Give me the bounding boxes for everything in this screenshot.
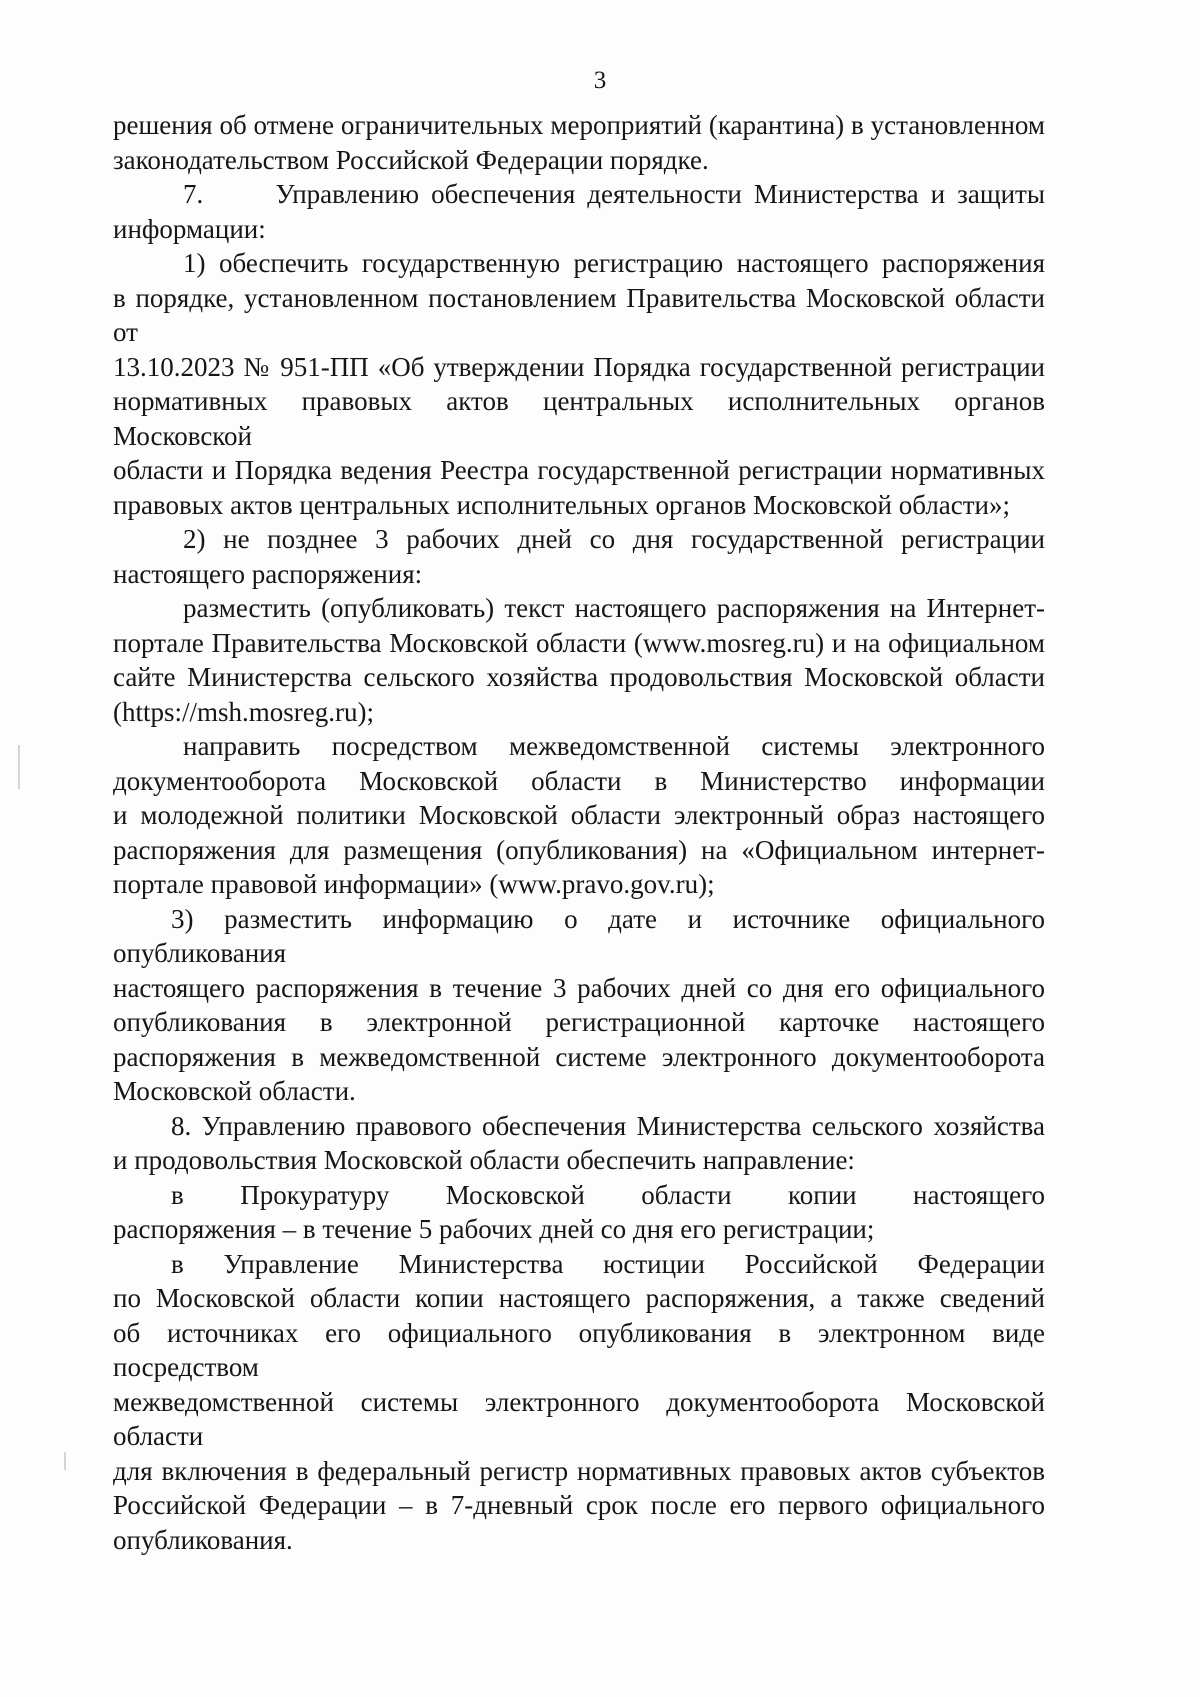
page-number: 3 (593, 67, 607, 94)
text-line: по Московской области копии настоящего распоряжения, а также сведений (113, 1283, 1045, 1313)
text-line: опубликования. (113, 1524, 293, 1555)
text-line: распоряжения для размещения (опубликования) на «Официальном интернет- (113, 834, 1045, 865)
paragraph-item-8 (113, 1109, 1045, 1178)
text-line: области и Порядка ведения Реестра государственной регистрации нормативных (113, 455, 1045, 485)
text-line: настоящего распоряжения в течение 3 рабочих дней со дня его официального (113, 972, 1045, 1003)
text-line: законодательством Российской Федерации порядке. (113, 144, 709, 175)
paragraph-item-7-tail (113, 212, 1045, 247)
paragraph-item-7-1 (113, 246, 1045, 522)
paragraph-continuation (113, 108, 1045, 177)
text-line: 1) обеспечить государственную регистрацию настоящего распоряжения (183, 248, 1045, 278)
text-line: портале правовой информации» (www.pravo.gov.ru); (113, 869, 715, 899)
text-line: в Прокуратуру Московской области копии настоящего (171, 1179, 1045, 1210)
text-line: информации: (113, 213, 266, 244)
text-line: 2) не позднее 3 рабочих дней со дня государственной регистрации (183, 524, 1045, 554)
text-line: 3) разместить информацию о дате и источнике официального опубликования (113, 903, 1045, 968)
text-line: для включения в федеральный регистр нормативных правовых актов субъектов (113, 1455, 1045, 1486)
text-line: Российской Федерации – в 7-дневный срок после его первого официального (113, 1490, 1045, 1520)
paragraph-item-7-2 (113, 522, 1045, 591)
scan-artifact-left (18, 745, 20, 789)
text-line: решения об отмене ограничительных мероприятий (карантина) в установленном (113, 110, 1045, 140)
paragraph-item-8-prosecutor (113, 1178, 1045, 1247)
text-line: опубликования в электронной регистрационной карточке настоящего (113, 1007, 1045, 1037)
text-line: 7. Управлению обеспечения деятельности Министерства и защиты (183, 179, 1045, 209)
text-line: в Управление Министерства юстиции Российской Федерации (171, 1248, 1045, 1279)
text-line: настоящего распоряжения: (113, 558, 423, 589)
text-line: в порядке, установленном постановлением Правительства Московской области от (113, 282, 1045, 347)
text-line: распоряжения в межведомственной системе электронного документооборота (113, 1041, 1045, 1072)
text-line: межведомственной системы электронного документооборота Московской области (113, 1386, 1045, 1451)
text-line: портале Правительства Московской области (www.mosreg.ru) и на официальном (113, 627, 1045, 658)
paragraph-item-7-2-publish (113, 591, 1045, 729)
text-line: Московской области. (113, 1076, 356, 1106)
text-line: нормативных правовых актов центральных исполнительных органов Московской (113, 386, 1045, 451)
text-line: 8. Управлению правового обеспечения Министерства сельского хозяйства (171, 1110, 1045, 1141)
document-body (113, 108, 1045, 1557)
text-line: сайте Министерства сельского хозяйства продовольствия Московской области (113, 662, 1045, 692)
text-line: (https://msh.mosreg.ru); (113, 696, 374, 727)
paragraph-item-7 (113, 177, 1045, 212)
text-line: направить посредством межведомственной системы электронного (183, 731, 1045, 761)
text-line: разместить (опубликовать) текст настоящего распоряжения на Интернет- (183, 593, 1045, 623)
text-line: 13.10.2023 № 951-ПП «Об утверждении Порядка государственной регистрации (113, 351, 1045, 382)
text-line: документооборота Московской области в Министерство информации (113, 765, 1045, 796)
text-line: и продовольствия Московской области обеспечить направление: (113, 1145, 855, 1175)
paragraph-item-7-3 (113, 902, 1045, 1109)
paragraph-item-8-justice (113, 1247, 1045, 1558)
paragraph-item-7-2-send (113, 729, 1045, 902)
text-line: распоряжения – в течение 5 рабочих дней со дня его регистрации; (113, 1214, 875, 1244)
text-line: об источниках его официального опубликования в электронном виде посредством (113, 1317, 1045, 1382)
text-line: и молодежной политики Московской области электронный образ настоящего (113, 800, 1045, 830)
text-line: правовых актов центральных исполнительных органов Московской области»; (113, 489, 1011, 520)
scan-artifact-bottom (64, 1452, 66, 1470)
